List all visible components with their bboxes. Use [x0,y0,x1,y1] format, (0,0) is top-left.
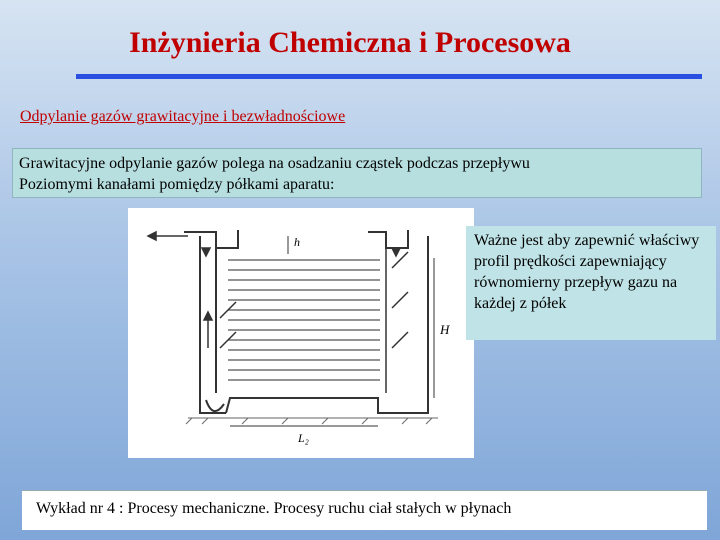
diag-arrow-5 [392,332,408,348]
outlet-top [368,230,408,248]
up-arrowhead [204,312,212,320]
note-box: Ważne jest aby zapewnić właściwy profil prędkości zapewniający równomierny przepływ gazu na każdej z półek [466,226,716,340]
footer-bar: Wykład nr 4 : Procesy mechaniczne. Procesy ruchu ciał stałych w płynach [22,490,707,530]
diag-arrow-4 [392,292,408,308]
settling-chamber-diagram [128,208,474,458]
intro-line-1: Grawitacyjne odpylanie gazów polega na osadzaniu cząstek podczas przepływu [19,155,530,172]
slide-title: Inżynieria Chemiczna i Procesowa [129,26,571,59]
label-h: h [294,235,300,249]
inlet-top [184,230,238,248]
ground-hatching [186,418,438,424]
inlet-marker [202,248,210,256]
label-L: L₂ [298,431,309,445]
outlet-marker [392,248,400,256]
intro-line-2: Poziomymi kanałami pomiędzy półkami aparatu: [19,176,335,193]
intro-text-box [12,148,702,198]
shelves [228,260,380,380]
inlet-arrowhead [148,232,156,240]
u-bend [206,400,224,411]
section-link[interactable]: Odpylanie gazów grawitacyjne i bezwładnościowe [20,108,346,125]
settling-chamber-drawing [128,208,474,458]
label-H: H [440,322,450,337]
title-divider [76,74,702,79]
left-wall [200,236,226,413]
